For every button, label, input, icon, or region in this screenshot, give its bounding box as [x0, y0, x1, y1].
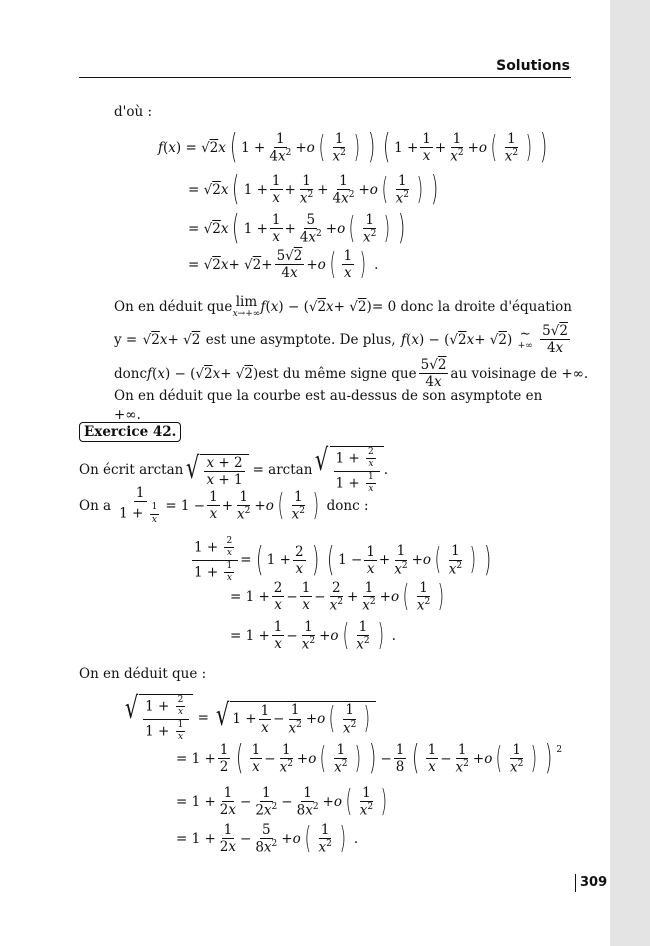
equation-f-line1: f ( x ) = √ 2 x ( 1 + $\frac{1}{4x^2}$ + o ( $\frac{1}{x^2}$ ) ) ( 1 + $\frac{1}{x}$ + $\frac{1}{x^2}$ + o ( $\frac{1}{x^2}$ ) ) — [158, 127, 548, 168]
equation-g-line1: 1 + $\frac{2}{x}$ 1 + $\frac{1}{x}$ = ( 1 + $\frac{2}{x}$ ) ( 1 − $\frac{1}{x}$ + $\frac{1}{x^2}$ + o ( $\frac{1}{x^2}$ ) ) — [194, 536, 492, 584]
paragraph-sign-line: donc f ( x ) − (√ 2 x + √ 2 ) est du même signe que $\frac{5√2}{4x}$ au voisinage de +∞. — [114, 357, 589, 391]
equation-h-line4: = 1 + $\frac{1}{2x}$ − $\frac{5}{8x^2}$ + o ( $\frac{1}{x^2}$ ) . — [176, 820, 359, 856]
paragraph-deduit2: On en déduit que : — [79, 666, 207, 682]
paragraph-limit-line: On en déduit que lim x→+∞ f ( x ) − (√ 2 x + √ 2 ) = 0 donc la droite d'équation — [114, 294, 572, 319]
equation-g-line3: = 1 + $\frac{1}{x}$ − $\frac{1}{x^2}$ + o ( $\frac{1}{x^2}$ ) . — [230, 617, 396, 653]
paragraph-conclusion: On en déduit que la courbe est au-dessus de son asymptote en +∞. — [114, 388, 543, 423]
equation-h-line1: √ 1 + $\frac{2}{x}$ 1 + $\frac{1}{x}$ = √ 1 + $\frac{1}{x}$ − $\frac{1}{x^2}$ + o ( $\frac{1}{x^2}$ ) — [122, 694, 376, 743]
exercise-arctan-line: On écrit arctan √ $\frac{x + 2}{x + 1}$ = arctan √ 1 + $\frac{2}{x}$ 1 + $\frac{1}{x}$ . — [79, 443, 389, 495]
equation-h-line2: = 1 + $\frac{1}{2}$ ( $\frac{1}{x}$ − $\frac{1}{x^2}$ + o ( $\frac{1}{x^2}$ ) ) − $\frac{1}{8}$ ( $\frac{1}{x}$ − $\frac{1}{x^2}$ + o ( $\frac{1}{x^2}$ ) ) $^2$ — [176, 738, 563, 779]
equation-f-line2: = √ 2 x ( 1 + $\frac{1}{x}$ + $\frac{1}{x^2}$ + $\frac{1}{4x^2}$ + o ( $\frac{1}{x^2}$ ) ) — [188, 169, 438, 210]
exercise-on-a-line: On a 1 1 + $\frac{1}{x}$ = 1 − $\frac{1}{x}$ + $\frac{1}{x^2}$ + o ( $\frac{1}{x^2}$ ) donc : — [79, 485, 369, 525]
paragraph-asymptote-line: y = √ 2 x + √ 2 est une asymptote. De plus, f ( x ) − (√ 2 x + √ 2 ) ∼ +∞ $\frac{5√2}{4x}$ — [114, 323, 568, 357]
section-header-title: Solutions — [496, 58, 570, 74]
intro-text: d'où : — [114, 104, 153, 120]
equation-f-line4: = √ 2 x + √ 2 + $\frac{5√2}{4x}$ + o ( $\frac{1}{x}$ ) . — [188, 246, 379, 282]
equation-g-line2: = 1 + $\frac{2}{x}$ − $\frac{1}{x}$ − $\frac{2}{x^2}$ + $\frac{1}{x^2}$ + o ( $\frac{1}{x^2}$ ) — [230, 578, 445, 614]
page-number: 309 — [575, 874, 607, 892]
header-rule — [79, 77, 571, 78]
exercise-title-box: Exercice 42. — [79, 422, 181, 442]
equation-f-line3: = √ 2 x ( 1 + $\frac{1}{x}$ + $\frac{5}{4x^2}$ + o ( $\frac{1}{x^2}$ ) ) — [188, 208, 406, 249]
equation-h-line3: = 1 + $\frac{1}{2x}$ − $\frac{1}{2x^2}$ − $\frac{1}{8x^2}$ + o ( $\frac{1}{x^2}$ ) — [176, 783, 388, 819]
page-margin-band — [610, 0, 650, 946]
